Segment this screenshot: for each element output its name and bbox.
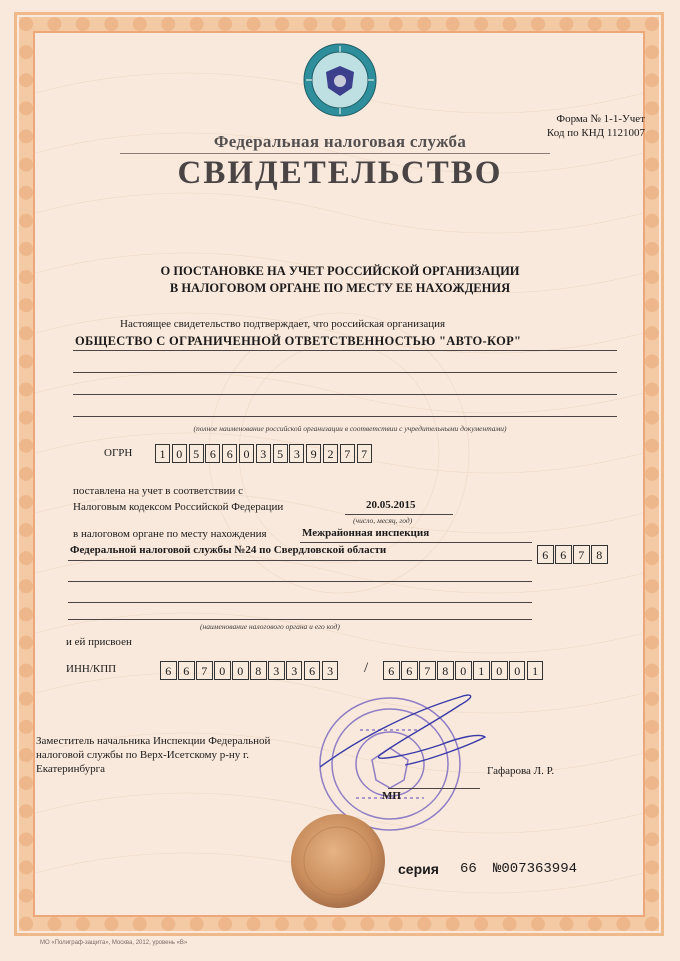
inn-boxes <box>160 661 340 680</box>
inn-digit: 0 <box>232 661 249 680</box>
series-code: 66 <box>460 861 477 877</box>
signature-icon <box>310 685 490 795</box>
authority-code-digit: 6 <box>537 545 554 564</box>
inn-digit: 6 <box>160 661 177 680</box>
authority-line-3 <box>68 581 532 582</box>
tax-code-text: Налоговым кодексом Российской Федерации <box>73 501 284 513</box>
ogrn-digit: 9 <box>306 444 321 463</box>
certificate-number: №007363994 <box>493 861 578 877</box>
kpp-digit: 0 <box>491 661 508 680</box>
inn-digit: 8 <box>250 661 267 680</box>
org-line-3 <box>73 394 617 395</box>
kpp-digit: 6 <box>401 661 418 680</box>
authority-code-digit: 8 <box>591 545 608 564</box>
kpp-digit: 6 <box>383 661 400 680</box>
inn-digit: 0 <box>214 661 231 680</box>
position-line-3: Екатеринбурга <box>36 763 106 775</box>
authority-line-2 <box>68 560 532 561</box>
kpp-digit: 7 <box>419 661 436 680</box>
ogrn-digit: 1 <box>155 444 170 463</box>
date-caption: (число, месяц, год) <box>353 516 413 525</box>
inn-kpp-label: ИНН/КПП <box>66 663 117 675</box>
form-number <box>515 112 645 140</box>
assigned-text: и ей присвоен <box>66 636 132 648</box>
ogrn-digit: 7 <box>357 444 372 463</box>
emblem-icon <box>302 42 378 118</box>
registration-date: 20.05.2015 <box>366 499 416 511</box>
signatory-name: Гафарова Л. Р. <box>487 765 555 777</box>
authority-line-1 <box>300 542 532 543</box>
authority-name-2: Федеральной налоговой службы №24 по Свердловской области <box>70 544 387 556</box>
kpp-digit: 1 <box>473 661 490 680</box>
org-line-4 <box>73 416 617 417</box>
printer-imprint: МО «Полиграф-защита», Москва, 2012, уровень «В» <box>40 940 188 946</box>
date-line <box>345 514 453 515</box>
knd-code: Код по КНД 1121007 <box>546 127 645 139</box>
ogrn-digit: 6 <box>222 444 237 463</box>
ogrn-digit: 6 <box>205 444 220 463</box>
service-name: Федеральная налоговая служба <box>213 132 467 151</box>
ogrn-digit: 3 <box>256 444 271 463</box>
inn-digit: 3 <box>268 661 285 680</box>
kpp-boxes <box>383 661 545 680</box>
certificate-subtitle <box>110 263 570 297</box>
organization-name: ОБЩЕСТВО С ОГРАНИЧЕННОЙ ОТВЕТСТВЕННОСТЬЮ "АВТО-КОР" <box>75 334 522 348</box>
series-label: серия <box>398 861 439 877</box>
page-title: СВИДЕТЕЛЬСТВО <box>177 155 503 191</box>
authority-line-4 <box>68 602 532 603</box>
authority-text: в налоговом органе по месту нахождения <box>73 528 267 540</box>
inn-digit: 3 <box>322 661 339 680</box>
position-line-1: Заместитель начальника Инспекции Федеральной <box>36 735 271 747</box>
inn-kpp-separator: / <box>364 660 369 676</box>
org-line-1 <box>73 350 617 351</box>
kpp-digit: 0 <box>509 661 526 680</box>
kpp-digit: 1 <box>527 661 544 680</box>
org-caption: (полное наименование российской организации в соответствии с учредительными документами) <box>193 424 507 433</box>
ogrn-digit: 2 <box>323 444 338 463</box>
ogrn-digit: 3 <box>289 444 304 463</box>
authority-name-1: Межрайонная инспекция <box>302 527 430 539</box>
position-line-2: налоговой службы по Верх-Исетскому р-ну г. <box>36 749 250 761</box>
authority-code-digit: 6 <box>555 545 572 564</box>
form-number-text: Форма № 1-1-Учет <box>556 113 645 125</box>
ogrn-digit: 7 <box>340 444 355 463</box>
ogrn-digit: 5 <box>273 444 288 463</box>
authority-caption: (наименование налогового органа и его код) <box>200 622 340 631</box>
registered-text: поставлена на учет в соответствии с <box>73 485 244 497</box>
stamp-place-label: МП <box>382 790 401 802</box>
inn-digit: 6 <box>304 661 321 680</box>
subtitle-line-2: В НАЛОГОВОМ ОРГАНЕ ПО МЕСТУ ЕЕ НАХОЖДЕНИЯ <box>169 281 511 295</box>
ogrn-digit: 0 <box>239 444 254 463</box>
kpp-digit: 0 <box>455 661 472 680</box>
confirm-text: Настоящее свидетельство подтверждает, что российская организация <box>120 318 446 330</box>
hologram-seal-icon <box>290 813 386 909</box>
ogrn-label: ОГРН <box>104 447 133 459</box>
ogrn-digit: 0 <box>172 444 187 463</box>
signature-line <box>388 788 480 789</box>
inn-digit: 7 <box>196 661 213 680</box>
org-line-2 <box>73 372 617 373</box>
authority-code-boxes <box>537 545 609 564</box>
ogrn-digit: 5 <box>189 444 204 463</box>
inn-digit: 6 <box>178 661 195 680</box>
kpp-digit: 8 <box>437 661 454 680</box>
authority-code-digit: 7 <box>573 545 590 564</box>
signatory-position <box>36 734 270 776</box>
authority-line-5 <box>68 619 532 620</box>
title-divider <box>120 153 550 154</box>
inn-digit: 3 <box>286 661 303 680</box>
subtitle-line-1: О ПОСТАНОВКЕ НА УЧЕТ РОССИЙСКОЙ ОРГАНИЗАЦИИ <box>160 264 520 278</box>
ogrn-boxes <box>155 444 373 463</box>
